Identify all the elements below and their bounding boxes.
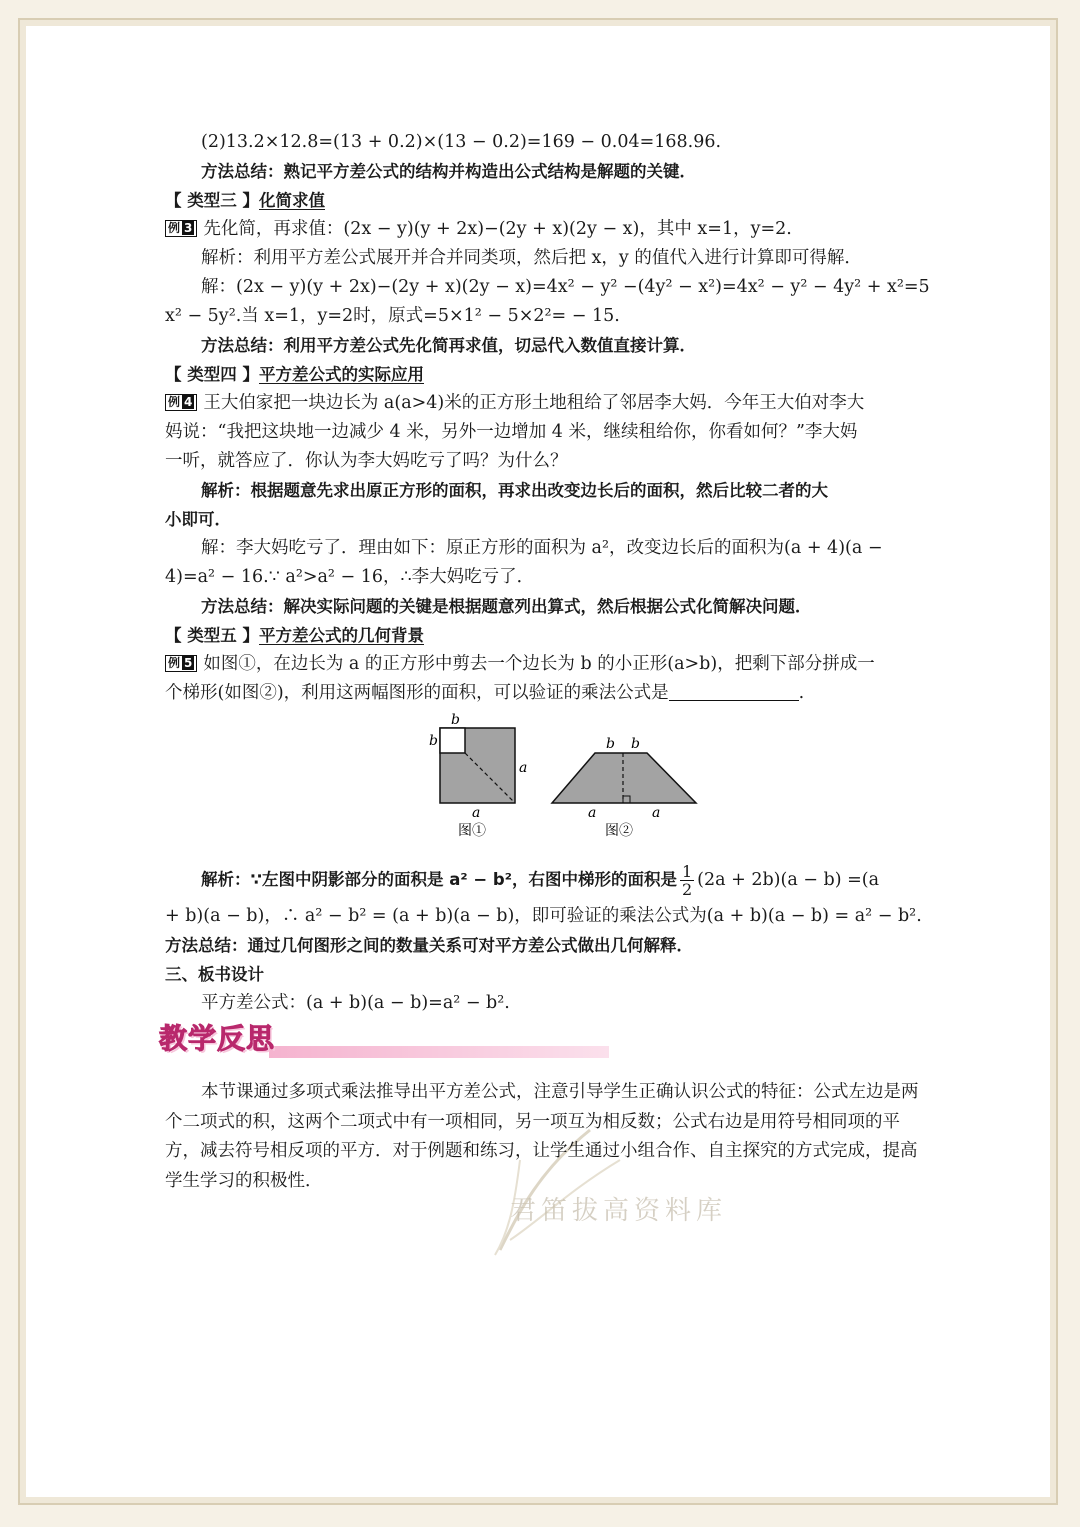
fig2-caption: 图② [605, 823, 633, 839]
example3-text: 先化简，再求值：(2x − y)(y + 2x)−(2y + x)(2y − x)，其中 x=1，y=2. [203, 219, 792, 239]
type5-heading [165, 621, 920, 650]
fraction-one-half: $\frac{1}{2}$ [681, 862, 693, 899]
fig1-caption: 图① [458, 823, 486, 839]
fig2-label-b-1: b [606, 736, 615, 752]
example4-solution-1: 解：李大妈吃亏了．理由如下：原正方形的面积为 a²，改变边长后的面积为(a + 4)(a − [201, 538, 883, 558]
example4-question-2: 妈说：“我把这块地一边减少 4 米，另外一边增加 4 米，继续租给你，你看如何？”李大妈 [165, 422, 858, 442]
example3-analysis: 解析：利用平方差公式展开并合并同类项，然后把 x，y 的值代入进行计算即可得解． [201, 248, 862, 268]
fig2-label-b-2: b [631, 736, 640, 752]
section-3-heading: 三、板书设计 [165, 965, 264, 984]
example4-question-3: 一听，就答应了．你认为李大妈吃亏了吗？为什么？ [165, 451, 568, 471]
fig1-label-a-bottom: a [472, 805, 481, 821]
example3-solution-2: x² − 5y².当 x=1，y=2时，原式=5×1² − 5×2²= − 15. [165, 306, 620, 326]
example5-summary: 方法总结：通过几何图形之间的数量关系可对平方差公式做出几何解释． [165, 936, 693, 955]
type3-title: 化简求值 [259, 191, 325, 210]
example4-question-1: 例 4 王大伯家把一块边长为 a(a>4)米的正方形土地租给了邻居李大妈．今年王大伯对李大 [165, 389, 920, 418]
example-badge: 例 3 [165, 220, 197, 237]
fig2-label-a-2: a [652, 805, 661, 821]
geometry-figures [165, 708, 920, 858]
reflection-paragraph: 本节课通过多项式乘法推导出平方差公式，注意引导学生正确认识公式的特征：公式左边是两个二项式的积，这两个二项式中有一项相同，另一项互为相反数；公式右边是用符号相同项的平方，减去符号相反项的平方．对于例题和练习，让学生通过小组合作、自主探究的方式完成，提高学生学习的积极性． [165, 1082, 919, 1191]
type4-bracket: 【 类型四 】 [165, 365, 259, 384]
type5-bracket: 【 类型五 】 [165, 626, 259, 645]
method-summary: 方法总结：熟记平方差公式的结构并构造出公式结构是解题的关键． [201, 162, 696, 181]
reflection-banner-bar [269, 1046, 609, 1058]
solution-line: (2)13.2×12.8=(13 + 0.2)×(13 − 0.2)=169 − 0.04=168.96. [201, 132, 722, 152]
type4-title: 平方差公式的实际应用 [259, 365, 424, 384]
example5-analysis-1: 解析：∵左图中阴影部分的面积是 a² − b²，右图中梯形的面积是 $\frac{1}{2}$ (2a + 2b)(a − b) =(a [201, 862, 880, 899]
example5-question-2: 个梯形(如图②)，利用这两幅图形的面积，可以验证的乘法公式是 . [165, 683, 805, 703]
example-badge: 例 4 [165, 394, 197, 411]
example4-analysis-2: 小即可． [165, 510, 231, 529]
type5-title: 平方差公式的几何背景 [259, 626, 424, 645]
example5-question-1: 例 5 如图①，在边长为 a 的正方形中剪去一个边长为 b 的小正形(a>b)，把剩下部分拼成一 [165, 650, 920, 679]
type3-bracket: 【 类型三 】 [165, 191, 259, 210]
example3-summary: 方法总结：利用平方差公式先化简再求值，切忌代入数值直接计算． [201, 336, 696, 355]
example-badge: 例 5 [165, 655, 197, 672]
figure1-square [429, 712, 527, 839]
figure-svg [165, 708, 920, 858]
figure2-trapezoid [552, 736, 696, 839]
example4-analysis-1: 解析：根据题意先求出原正方形的面积，再求出改变边长后的面积，然后比较二者的大 [201, 481, 828, 500]
fig1-label-a-right: a [519, 760, 528, 776]
type3-heading [165, 186, 920, 215]
example3-question [165, 215, 920, 244]
example3-solution-1: 解：(2x − y)(y + 2x)−(2y + x)(2y − x)=4x² − y² −(4y² − x²)=4x² − y² − 4y² + x²=5 [201, 277, 930, 297]
board-design-formula: 平方差公式：(a + b)(a − b)=a² − b². [201, 993, 510, 1013]
fig2-label-a-1: a [588, 805, 597, 821]
watermark-text: 君笛拔高资料库 [510, 1196, 728, 1226]
reflection-banner [159, 1024, 920, 1068]
page-content [159, 128, 930, 1196]
answer-blank[interactable] [669, 682, 799, 701]
fig1-label-b-left: b [429, 733, 438, 749]
fig1-label-b-top: b [451, 712, 460, 728]
example5-analysis-2: + b)(a − b)，∴ a² − b² = (a + b)(a − b)，即可验证的乘法公式为(a + b)(a − b) = a² − b². [165, 906, 922, 926]
example4-summary: 方法总结：解决实际问题的关键是根据题意列出算式，然后根据公式化简解决问题． [201, 597, 812, 616]
example4-solution-2: 4)=a² − 16.∵ a²>a² − 16，∴李大妈吃亏了． [165, 567, 535, 587]
reflection-title: 教学反思 [159, 1022, 276, 1055]
type4-heading [165, 360, 920, 389]
